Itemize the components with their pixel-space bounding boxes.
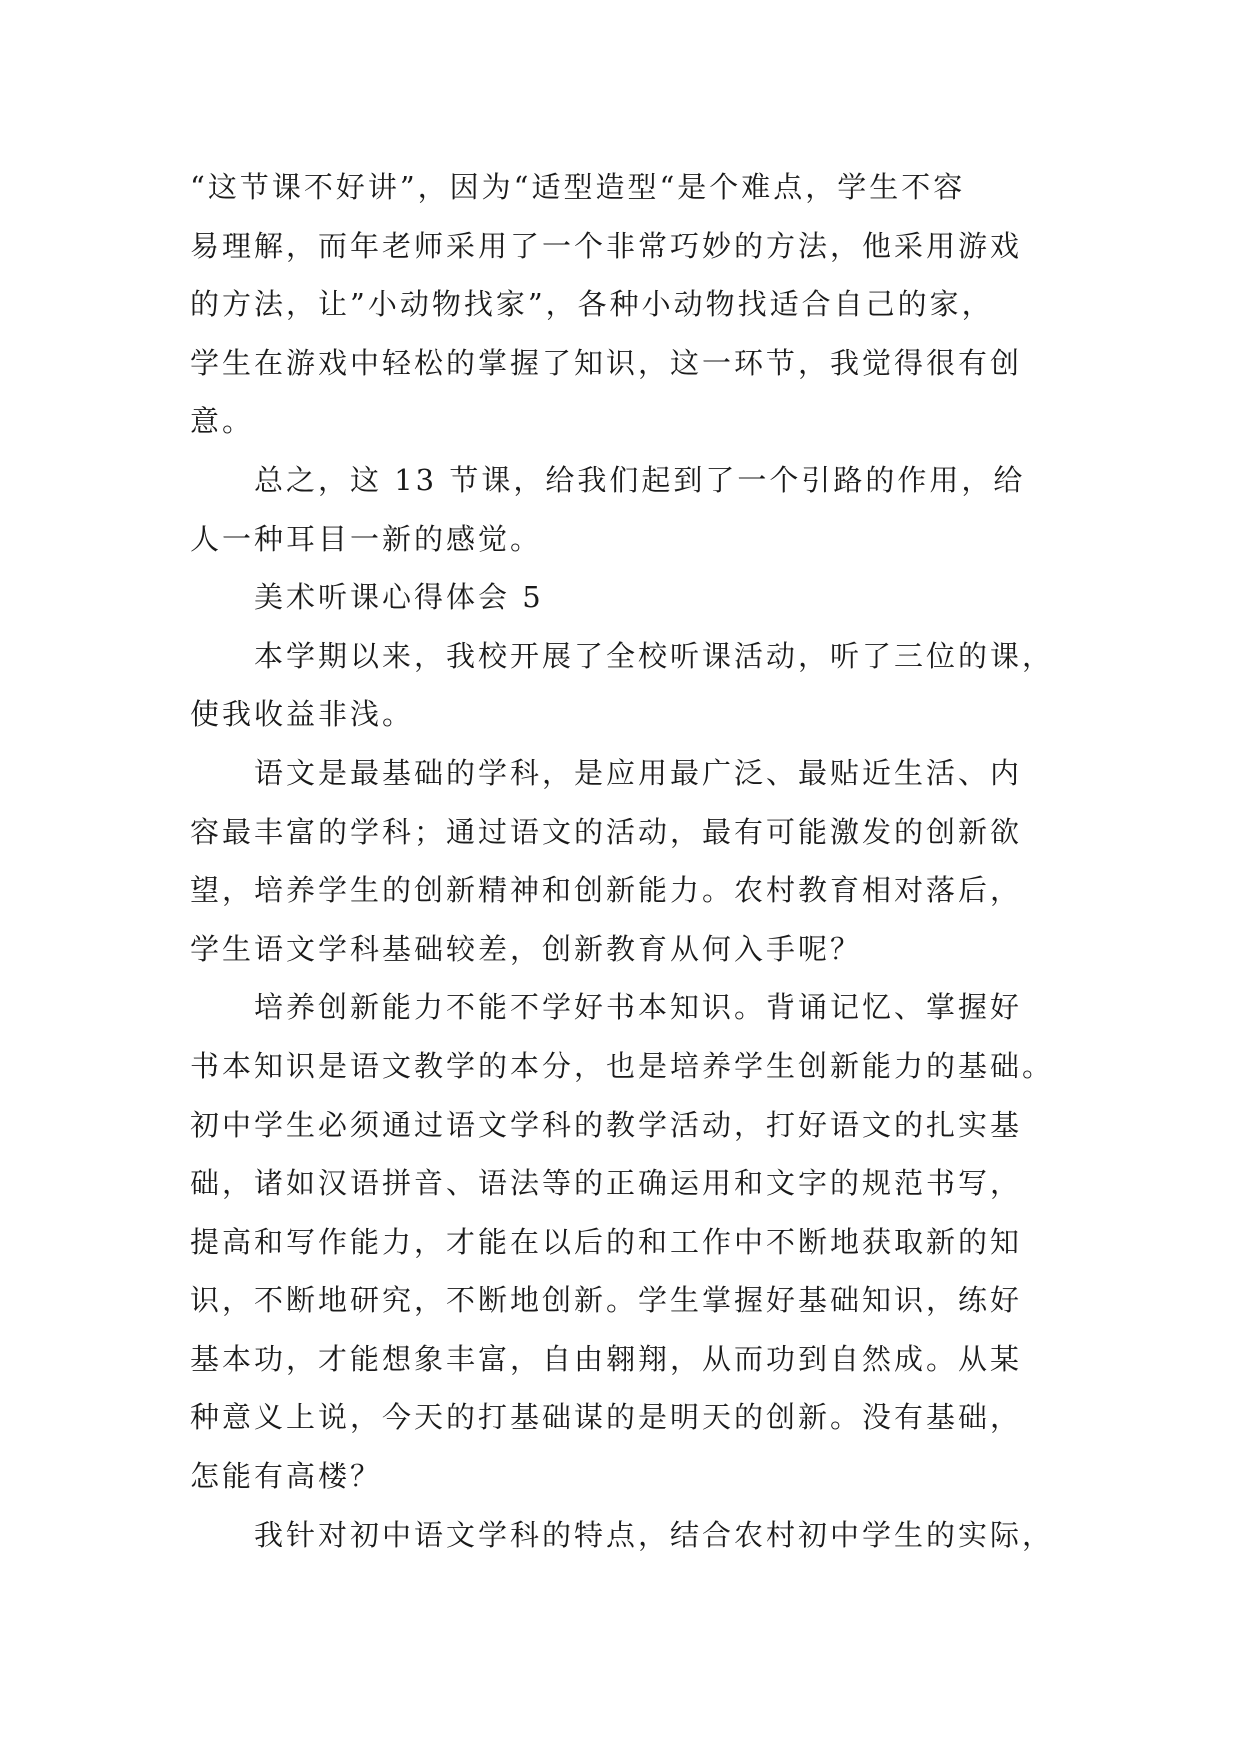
- body-text: [190, 158, 1055, 1564]
- text-line: 的方法，让”小动物找家”，各种小动物找适合自己的家，: [190, 287, 994, 322]
- text-line: 总之，这 13 节课，给我们起到了一个引路的作用，给: [254, 462, 1026, 497]
- text-line: 易理解，而年老师采用了一个非常巧妙的方法，他采用游戏: [190, 228, 1023, 263]
- text-line: 培养创新能力不能不学好书本知识。背诵记忆、掌握好: [254, 990, 1023, 1025]
- text-line: 使我收益非浅。: [190, 697, 415, 732]
- section-heading: 美术听课心得体会 5: [254, 580, 544, 615]
- text-line: 本学期以来，我校开展了全校听课活动，听了三位的课，: [254, 638, 1055, 673]
- text-line: 语文是最基础的学科，是应用最广泛、最贴近生活、内: [254, 755, 1023, 790]
- text-line: 学生在游戏中轻松的掌握了知识，这一环节，我觉得很有创: [190, 345, 1023, 380]
- text-line: 意。: [190, 404, 255, 439]
- text-line: 基本功，才能想象丰富，自由翱翔，从而功到自然成。从某: [190, 1341, 1023, 1376]
- text-line: 望，培养学生的创新精神和创新能力。农村教育相对落后，: [190, 873, 1023, 908]
- text-line: 我针对初中语文学科的特点，结合农村初中学生的实际，: [254, 1517, 1055, 1552]
- text-line: 识，不断地研究，不断地创新。学生掌握好基础知识，练好: [190, 1283, 1023, 1318]
- text-line: “这节课不好讲”，因为“适型造型“是个难点，学生不容: [190, 170, 966, 204]
- text-line: 种意义上说，今天的打基础谋的是明天的创新。没有基础，: [190, 1400, 1023, 1435]
- text-line: 人一种耳目一新的感觉。: [190, 521, 543, 556]
- text-line: 容最丰富的学科；通过语文的活动，最有可能激发的创新欲: [190, 814, 1023, 849]
- text-line: 础，诸如汉语拼音、语法等的正确运用和文字的规范书写，: [190, 1166, 1023, 1201]
- text-line: 书本知识是语文教学的本分，也是培养学生创新能力的基础。: [190, 1048, 1055, 1083]
- text-line: 学生语文学科基础较差，创新教育从何入手呢？: [190, 931, 863, 966]
- text-line: 怎能有高楼？: [190, 1459, 383, 1494]
- text-line: 初中学生必须通过语文学科的教学活动，打好语文的扎实基: [190, 1107, 1023, 1142]
- text-line: 提高和写作能力，才能在以后的和工作中不断地获取新的知: [190, 1224, 1023, 1259]
